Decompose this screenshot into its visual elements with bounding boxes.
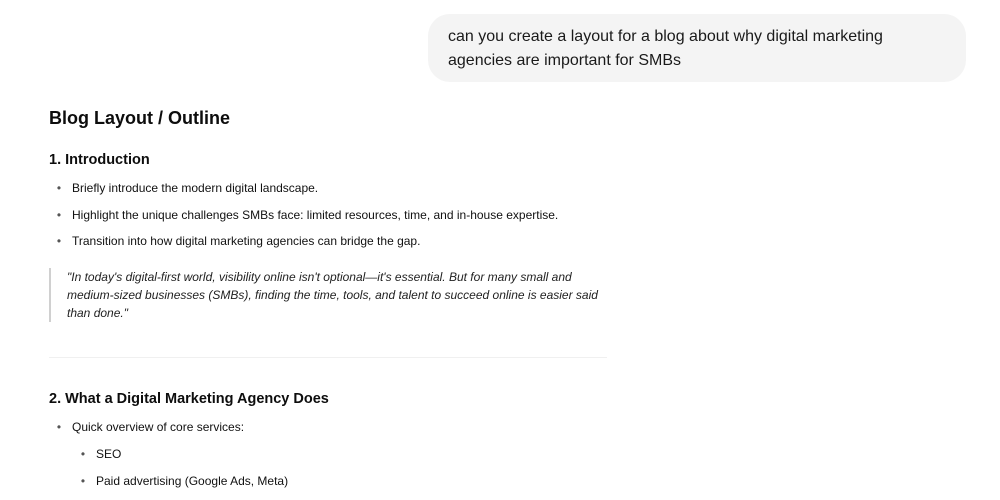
user-message-bubble	[428, 14, 966, 82]
bullet-dot-icon: •	[56, 234, 62, 248]
bullet-dot-icon: •	[56, 208, 62, 222]
list-item-text: SEO	[96, 447, 122, 461]
bullet-dot-icon: •	[56, 181, 62, 195]
bullet-dot-icon: •	[80, 447, 86, 461]
user-message-text: can you create a layout for a blog about why digital marketing agencies are important for SMBs	[448, 28, 883, 69]
list-item-text: Briefly introduce the modern digital landscape.	[72, 181, 319, 195]
bullet-dot-icon: •	[56, 420, 62, 434]
bullet-dot-icon: •	[80, 474, 86, 488]
section-heading-agency-does: 2. What a Digital Marketing Agency Does	[49, 391, 329, 407]
list-item-text: Transition into how digital marketing agencies can bridge the gap.	[72, 234, 421, 248]
sub-list-item	[80, 473, 289, 489]
list-item	[56, 419, 245, 435]
section-divider	[49, 357, 607, 358]
intro-blockquote	[49, 268, 609, 322]
list-item-text: Quick overview of core services:	[72, 420, 245, 434]
response-title: Blog Layout / Outline	[49, 108, 230, 128]
list-item	[56, 180, 319, 196]
sub-list-item	[80, 446, 122, 462]
section-heading-introduction: 1. Introduction	[49, 152, 150, 168]
list-item-text: Highlight the unique challenges SMBs face: limited resources, time, and in-house expertise.	[72, 208, 559, 222]
list-item	[56, 207, 559, 223]
blockquote-text: "In today's digital-first world, visibility online isn't optional—it's essential. But for many small and medium-sized businesses (SMBs), finding the time, tools, and talent to succeed online is easier said than done."	[67, 270, 598, 320]
list-item-text: Paid advertising (Google Ads, Meta)	[96, 474, 289, 488]
list-item	[56, 233, 421, 249]
